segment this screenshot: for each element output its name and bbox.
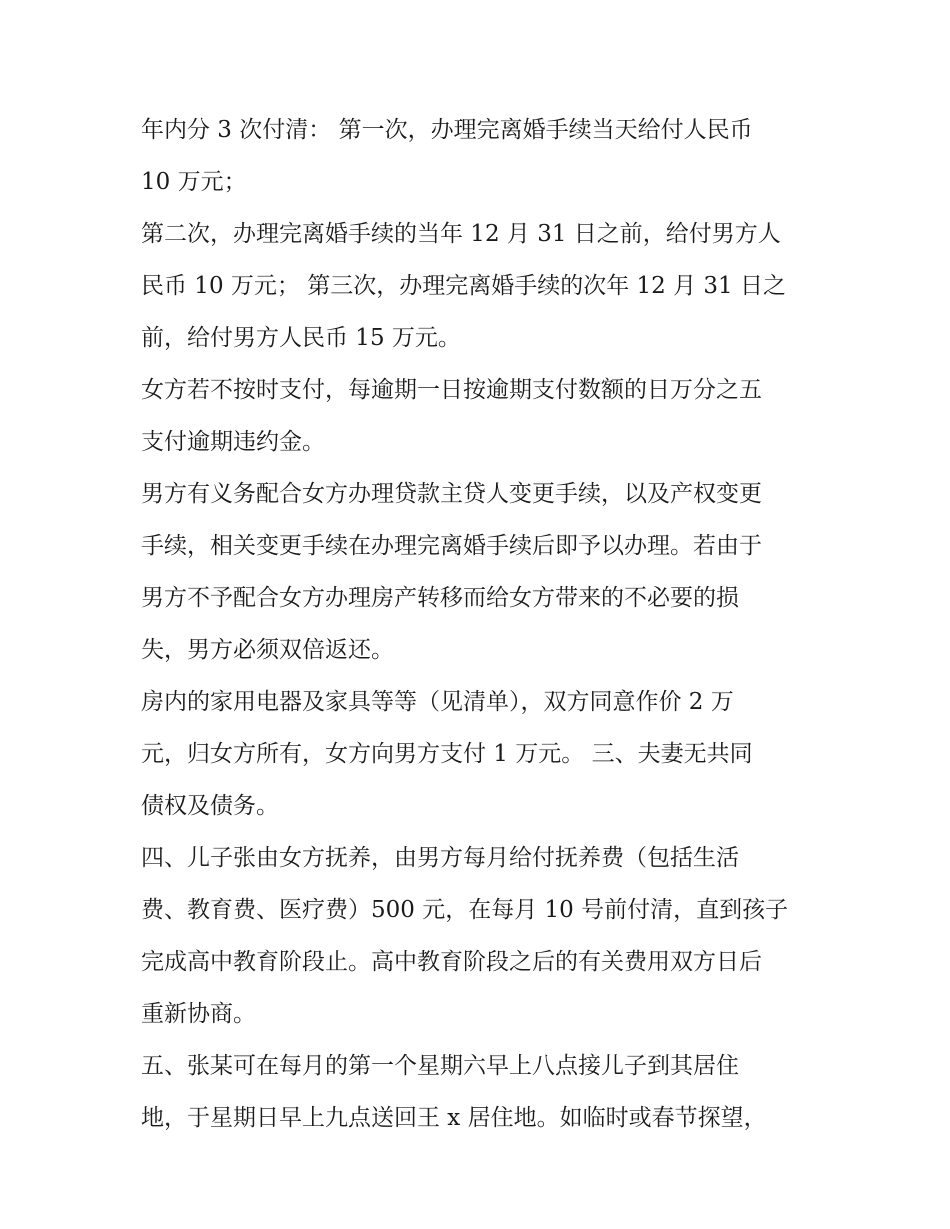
text-line: 完成高中教育阶段止。高中教育阶段之后的有关费用双方日后: [141, 949, 762, 975]
text-line: 民币 10 万元； 第三次，办理完离婚手续的次年 12 月 31 日之: [141, 273, 786, 299]
text-line: 房内的家用电器及家具等等（见清单），双方同意作价 2 万: [141, 689, 734, 715]
text-line: 手续，相关变更手续在办理完离婚手续后即予以办理。若由于: [141, 533, 762, 559]
text-line: 重新协商。: [141, 1001, 256, 1027]
text-line: 男方有义务配合女方办理贷款主贷人变更手续，以及产权变更: [141, 481, 762, 507]
document-body: [141, 104, 817, 1144]
text-line: 失，男方必须双倍返还。: [141, 637, 394, 663]
text-line: 四、儿子张由女方抚养，由男方每月给付抚养费（包括生活: [141, 845, 739, 871]
text-line: 费、教育费、医疗费）500 元，在每月 10 号前付清，直到孩子: [141, 897, 789, 923]
text-line: 五、张某可在每月的第一个星期六早上八点接儿子到其居住: [141, 1053, 739, 1079]
text-line: 债权及债务。: [141, 793, 279, 819]
text-line: 年内分 3 次付清： 第一次，办理完离婚手续当天给付人民币: [141, 117, 753, 143]
text-line: 男方不予配合女方办理房产转移而给女方带来的不必要的损: [141, 585, 739, 611]
text-line: 女方若不按时支付，每逾期一日按逾期支付数额的日万分之五: [141, 377, 762, 403]
text-line: 地，于星期日早上九点送回王 x 居住地。如临时或春节探望，: [141, 1105, 767, 1131]
text-line: 10 万元；: [141, 169, 247, 195]
text-line: 前，给付男方人民币 15 万元。: [141, 325, 461, 351]
text-line: 元，归女方所有，女方向男方支付 1 万元。 三、夫妻无共同: [141, 741, 753, 767]
text-line: 支付逾期违约金。: [141, 429, 325, 455]
text-line: 第二次，办理完离婚手续的当年 12 月 31 日之前，给付男方人: [141, 221, 781, 247]
